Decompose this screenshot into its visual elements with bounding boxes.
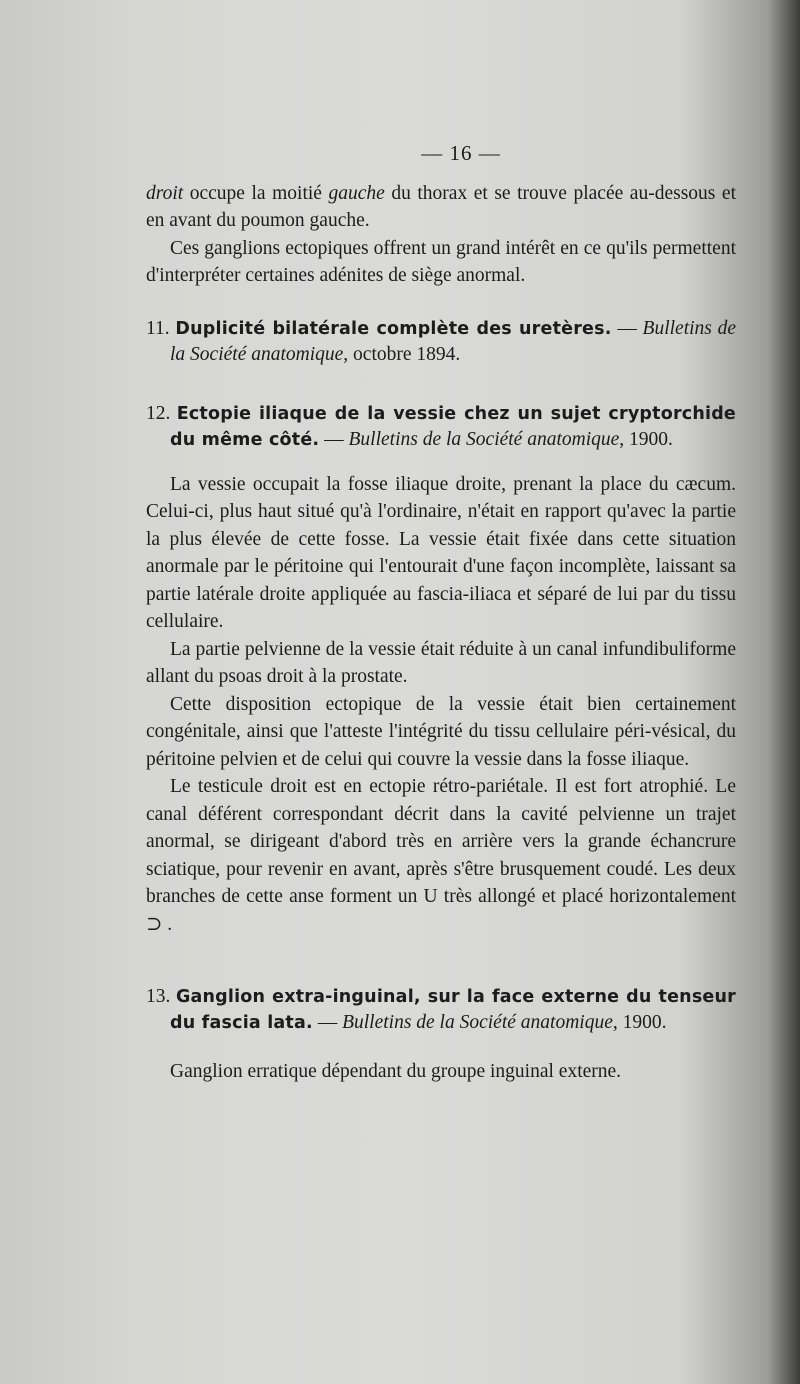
- entry-number: 12.: [146, 402, 171, 424]
- entry-date: , 1900.: [619, 428, 673, 450]
- italic-word: gauche: [328, 182, 385, 204]
- paragraph: Ganglion erratique dépendant du groupe inguinal externe.: [170, 1061, 622, 1082]
- paragraph: La vessie occupait la fosse iliaque droite, prenant la place du cæcum. Celui-ci, plus haut situé qu'à l'ordinaire, n'était en rapport qu'avec la partie la plus élevée de cette fosse. La vessie était fixée dans cette situation anormale par le péritoine qui l'entourait d'une façon incomplète, laissant sa partie latérale droite appliquée au fascia-iliaca et séparé de lui par du tissu cellulaire.: [146, 473, 736, 632]
- bibliography-entry-11: 11. Duplicité bilatérale complète des uretères. — Bulletins de la Société anatomique, octobre 1894.: [146, 317, 737, 365]
- italic-word: droit: [146, 182, 184, 204]
- entry-title: Ganglion extra-inguinal, sur la face externe du tenseur du fascia lata.: [170, 987, 736, 1033]
- entry-title: Duplicité bilatérale complète des uretères.: [175, 318, 612, 339]
- entry-date: , 1900.: [612, 1012, 667, 1033]
- entry-number: 13.: [146, 986, 171, 1007]
- paragraph: La partie pelvienne de la vessie était réduite à un canal infundibuliforme allant du psoas droit à la prostate.: [146, 638, 736, 687]
- entry-source: Bulletins de la Société anatomique: [342, 1012, 613, 1033]
- entry-number: 11.: [146, 317, 170, 339]
- paragraph: Le testicule droit est en ectopie rétro-pariétale. Il est fort atrophié. Le canal déférent correspondant décrit dans la cavité pelvienne un trajet anormal, se dirigeant d'abord très en arrière vers la grande échancrure sciatique, pour revenir en avant, après s'être brusquement coudé. Les deux branches de cette anse forment un U très allongé et placé horizontalement ⊃ .: [146, 776, 736, 935]
- paragraph: Cette disposition ectopique de la vessie était bien certainement congénitale, ainsi que l'atteste l'intégrité du tissu cellulaire péri-vésical, du péritoine pelvien et de celui qui couvre la vessie dans la fosse iliaque.: [146, 693, 736, 770]
- page-number: — 16 —: [421, 141, 501, 165]
- continued-paragraph: droit occupe la moitié gauche du thorax et se trouve placée au-dessous et en avant du poumon gauche.: [146, 182, 736, 231]
- bibliography-entry-13: 13. Ganglion extra-inguinal, sur la face externe du tenseur du fascia lata. — Bulletins de la Société anatomique, 1900.: [146, 986, 736, 1033]
- paragraph: Ces ganglions ectopiques offrent un grand intérêt en ce qu'ils permettent d'interpréter certaines adénites de siège anormal.: [146, 237, 736, 286]
- entry-title: Ectopie iliaque de la vessie chez un sujet cryptorchide du même côté.: [170, 403, 737, 450]
- bibliography-entry-12: 12. Ectopie iliaque de la vessie chez un sujet cryptorchide du même côté. — Bulletins de la Société anatomique, 1900.: [146, 402, 737, 450]
- entry-source: Bulletins de la Société anatomique: [170, 317, 737, 365]
- entry-date: , octobre 1894.: [343, 343, 461, 365]
- entry-source: Bulletins de la Société anatomique: [348, 428, 620, 450]
- page-content: [146, 140, 736, 1086]
